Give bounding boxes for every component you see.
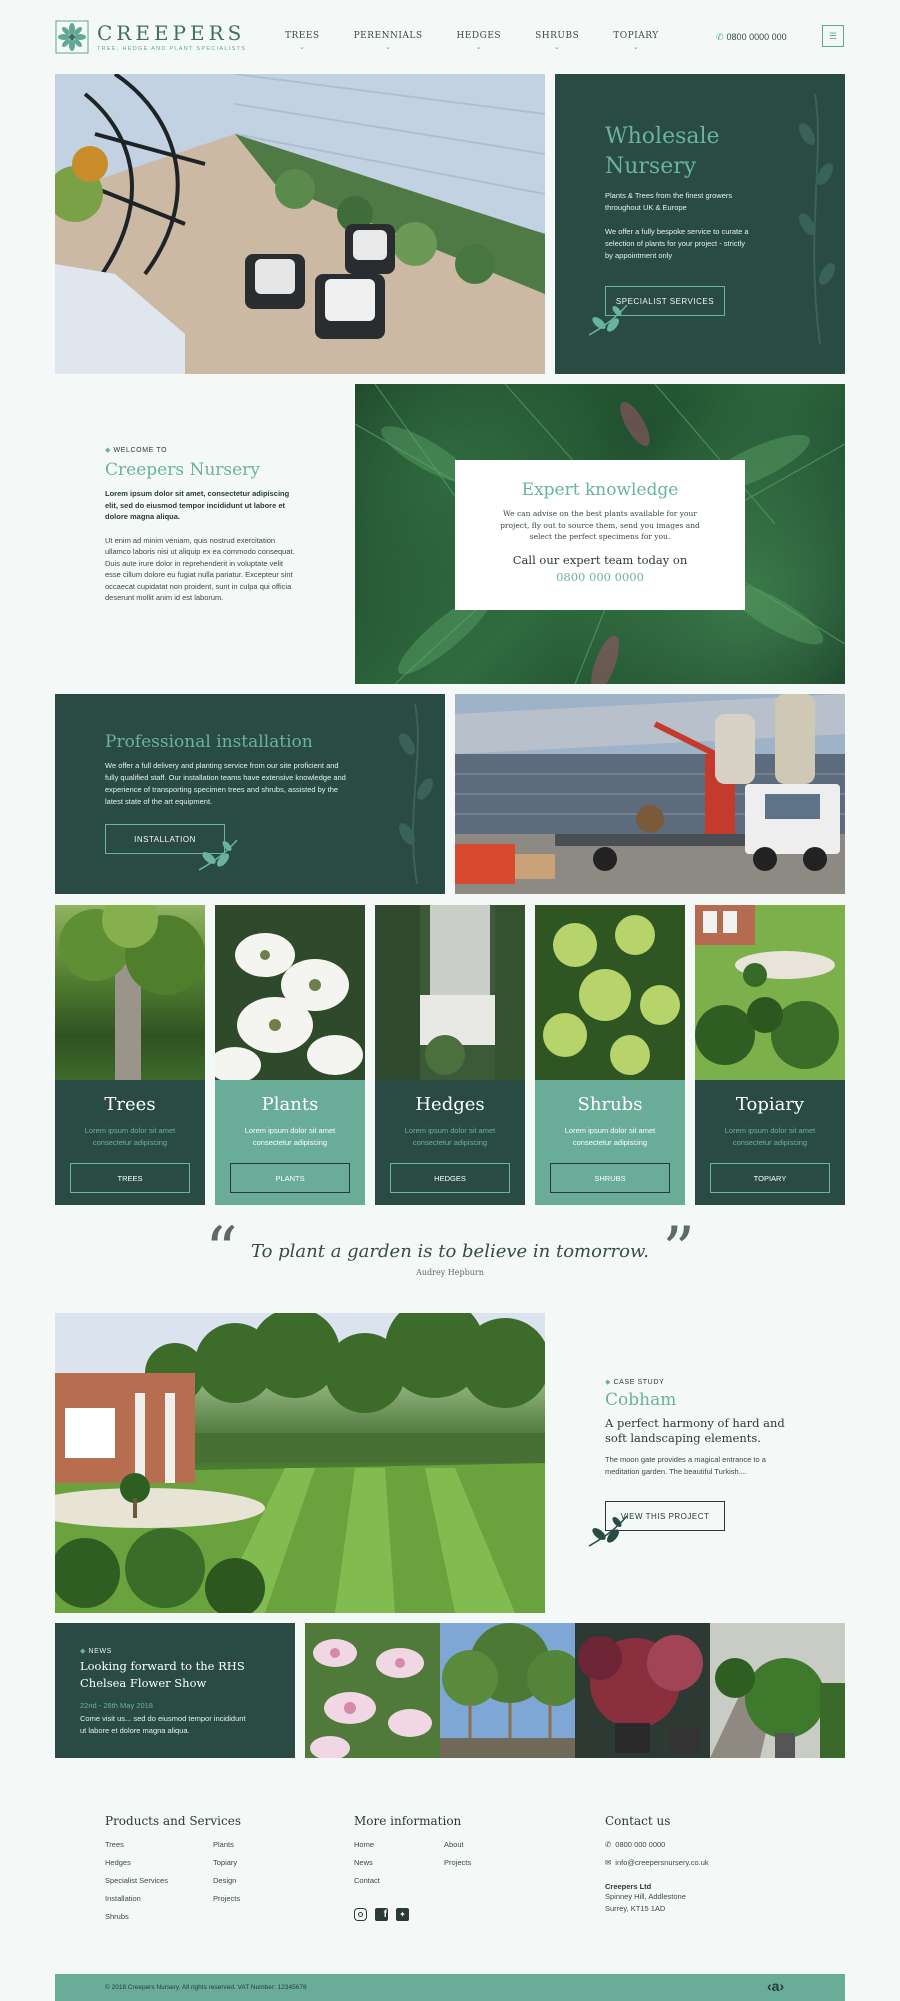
welcome-eyebrow: ◆ WELCOME TO [105, 447, 168, 454]
footer-phone[interactable]: ✆ 0800 000 0000 [605, 1840, 666, 1849]
diamond-icon: ◆ [605, 1379, 611, 1386]
news-panel[interactable] [55, 1623, 295, 1758]
footer-link[interactable]: Home [354, 1840, 375, 1849]
hedges-button[interactable]: HEDGES [390, 1163, 510, 1193]
card-text: Lorem ipsum dolor sit amet consectetur adipiscing [564, 1126, 656, 1147]
footer-contact [605, 1814, 805, 1915]
card-text: Lorem ipsum dolor sit amet consectetur adipiscing [244, 1126, 336, 1147]
brand-tagline: TREE, HEDGE AND PLANT SPECIALISTS [97, 45, 247, 52]
wholesale-panel [555, 74, 845, 374]
agency-logo-icon[interactable]: ‹a› [767, 1978, 785, 1994]
category-card-hedges[interactable] [375, 905, 525, 1205]
nav-item-hedges[interactable]: HEDGES ⌄ [456, 31, 502, 51]
logo[interactable] [55, 20, 246, 54]
card-title: Plants [261, 1094, 319, 1115]
quote-text: To plant a garden is to believe in tomorrow. [250, 1241, 649, 1262]
card-title: Shrubs [577, 1094, 643, 1115]
expert-cta: Call our expert team today on [512, 552, 688, 567]
footer-link[interactable]: Projects [213, 1894, 241, 1903]
wholesale-text-1: Plants & Trees from the finest growers throughout UK & Europe [605, 191, 733, 212]
specialist-services-button[interactable]: SPECIALIST SERVICES [605, 286, 725, 316]
case-study-image [55, 1313, 545, 1613]
footer-link[interactable]: Installation [105, 1894, 141, 1903]
wholesale-title: Wholesale Nursery [605, 124, 720, 179]
footer-contact-title: Contact us [605, 1814, 671, 1828]
delivery-truck-image [455, 694, 845, 894]
footer-products [105, 1814, 335, 1926]
leaf-sprig-icon [585, 1510, 631, 1550]
plants-image [215, 905, 365, 1080]
nav-item-perennials[interactable]: PERENNIALS ⌄ [353, 31, 423, 51]
footer-link[interactable]: Hedges [105, 1858, 131, 1867]
installation-body: We offer a full delivery and planting service from our site proficient and fully qualified staff. Our installation teams have extensive knowledge and experience of transporting specimen trees and shrubs, assisted by the latest state of the art equipment. [105, 761, 346, 806]
nav-item-topiary[interactable]: TOPIARY ⌄ [613, 31, 659, 51]
gallery-image-4 [710, 1623, 845, 1758]
case-study-subtitle: A perfect harmony of hard and soft landscaping elements. [605, 1416, 785, 1445]
diamond-icon: ◆ [80, 1648, 86, 1655]
installation-panel [55, 694, 445, 894]
logo-mark-icon [55, 20, 89, 54]
phone-icon: ✆ [605, 1840, 612, 1849]
news-body: Come visit us... sed do eiusmod tempor incididunt ut labore et dolore magna aliqua. [80, 1714, 246, 1735]
footer-link[interactable]: Specialist Services [105, 1876, 168, 1885]
welcome-title: Creepers Nursery [105, 460, 260, 480]
welcome-body: Ut enim ad minim veniam, quis nostrud exercitation ullamco laboris nisi ut aliquip ex ea commodo consequat. Duis aute irure dolor in reprehenderit in voluptate velit esse cillum dolore eu fugiat nulla pariatur. Excepteur sint occaecat cupidatat non proident, sunt in culpa qui officia deserunt mollit anim id est laborum. [105, 535, 295, 602]
card-text: Lorem ipsum dolor sit amet consectetur adipiscing [404, 1126, 496, 1147]
hedges-image [375, 905, 525, 1080]
footer-link[interactable]: Topiary [213, 1858, 238, 1867]
site-header [0, 0, 900, 74]
phone-icon: ✆ [716, 32, 724, 42]
envelope-icon: ✉ [605, 1858, 612, 1867]
shrubs-image [535, 905, 685, 1080]
category-card-shrubs[interactable] [535, 905, 685, 1205]
shrubs-button[interactable]: SHRUBS [550, 1163, 670, 1193]
fern-image [355, 384, 845, 684]
header-phone[interactable]: ✆ 0800 0000 000 [716, 32, 787, 42]
chevron-down-icon: ⌄ [299, 43, 306, 51]
installation-button[interactable]: INSTALLATION [105, 824, 225, 854]
footer-link[interactable]: Projects [444, 1858, 472, 1867]
chevron-down-icon: ⌄ [475, 43, 482, 51]
news-title: Looking forward to the RHS Chelsea Flower Show [80, 1659, 245, 1690]
welcome-lead: Lorem ipsum dolor sit amet, consectetur adipiscing elit, sed do eiusmod tempor incididunt ut labore et dolore magna aliqua. [105, 489, 290, 521]
gallery-image-1 [305, 1623, 440, 1758]
footer-link[interactable]: Trees [105, 1840, 124, 1849]
footer-info-title: More information [354, 1814, 462, 1828]
card-text: Lorem ipsum dolor sit amet consectetur adipiscing [84, 1126, 176, 1147]
company-name: Creepers Ltd [605, 1882, 652, 1891]
footer-link[interactable]: About [444, 1840, 464, 1849]
category-card-topiary[interactable] [695, 905, 845, 1205]
expert-title: Expert knowledge [521, 480, 679, 500]
nav-item-trees[interactable]: TREES ⌄ [285, 31, 320, 51]
address-line-1: Spinney Hill, Addlestone [605, 1892, 686, 1901]
brand-name: CREEPERS [97, 20, 246, 45]
welcome-section [105, 446, 295, 604]
category-card-trees[interactable] [55, 905, 205, 1205]
footer-link[interactable]: Plants [213, 1840, 234, 1849]
topiary-image [695, 905, 845, 1080]
leaf-decoration-icon [795, 94, 835, 344]
nav-item-shrubs[interactable]: SHRUBS ⌄ [535, 31, 580, 51]
leaf-decoration-icon [395, 704, 435, 884]
quote-section [205, 1214, 695, 1288]
news-date: 22nd - 26th May 2018 [80, 1701, 153, 1710]
hamburger-icon[interactable]: ☰ [822, 25, 844, 47]
expert-body: We can advise on the best plants available for your project, fly out to source them, send you images and select the perfect specimens for you. [500, 509, 700, 541]
footer-products-title: Products and Services [105, 1814, 241, 1828]
instagram-icon[interactable] [354, 1908, 367, 1921]
close-quote-icon: ” [662, 1214, 695, 1288]
card-title: Topiary [735, 1094, 805, 1115]
footer-link[interactable]: Design [213, 1876, 237, 1885]
leaf-sprig-icon [585, 299, 631, 339]
installation-title: Professional installation [105, 732, 313, 752]
quote-author: Audrey Hepburn [416, 1268, 484, 1277]
open-quote-icon: “ [205, 1214, 238, 1288]
case-study-title: Cobham [605, 1390, 677, 1410]
trees-image [55, 905, 205, 1080]
case-study-section [605, 1378, 795, 1477]
topiary-button[interactable]: TOPIARY [710, 1163, 830, 1193]
main-nav [285, 31, 693, 51]
trees-button[interactable]: TREES [70, 1163, 190, 1193]
gallery-image-2 [440, 1623, 575, 1758]
card-title: Hedges [415, 1094, 485, 1115]
case-study-body: The moon gate provides a magical entrance to a meditation garden. The beautiful Turkish.... [605, 1455, 766, 1476]
footer-bottom-bar [55, 1974, 845, 2001]
footer-email[interactable]: ✉ info@creepersnursery.co.uk [605, 1858, 709, 1867]
hero-terrace-image [55, 74, 545, 374]
footer-link[interactable]: Contact [354, 1876, 380, 1885]
chevron-down-icon: ⌄ [384, 43, 392, 51]
chevron-down-icon: ⌄ [632, 43, 640, 51]
twitter-icon[interactable]: ✦ [396, 1908, 409, 1921]
category-card-plants[interactable] [215, 905, 365, 1205]
leaf-sprig-icon [195, 834, 241, 874]
expert-card [455, 460, 745, 610]
footer-info [354, 1814, 554, 1921]
wholesale-text-2: We offer a fully bespoke service to curate a selection of plants for your project - strictly by appointment only [605, 227, 749, 260]
card-text: Lorem ipsum dolor sit amet consectetur adipiscing [724, 1126, 816, 1147]
card-title: Trees [104, 1094, 156, 1115]
address-line-2: Surrey, KT15 1AD [605, 1904, 666, 1913]
news-eyebrow: ◆ NEWS [80, 1648, 112, 1655]
footer-link[interactable]: News [354, 1858, 373, 1867]
expert-phone[interactable]: 0800 000 0000 [556, 569, 644, 584]
case-study-eyebrow: ◆ CASE STUDY [605, 1379, 665, 1386]
view-project-button[interactable]: VIEW THIS PROJECT [605, 1501, 725, 1531]
footer-link[interactable]: Shrubs [105, 1912, 129, 1921]
chevron-down-icon: ⌄ [553, 43, 561, 51]
diamond-icon: ◆ [105, 447, 111, 454]
copyright-text: © 2018 Creepers Nursery. All rights reserved. VAT Number: 12345678 [105, 1984, 307, 1991]
gallery-image-3 [575, 1623, 710, 1758]
facebook-icon[interactable]: f [375, 1908, 388, 1921]
plants-button[interactable]: PLANTS [230, 1163, 350, 1193]
